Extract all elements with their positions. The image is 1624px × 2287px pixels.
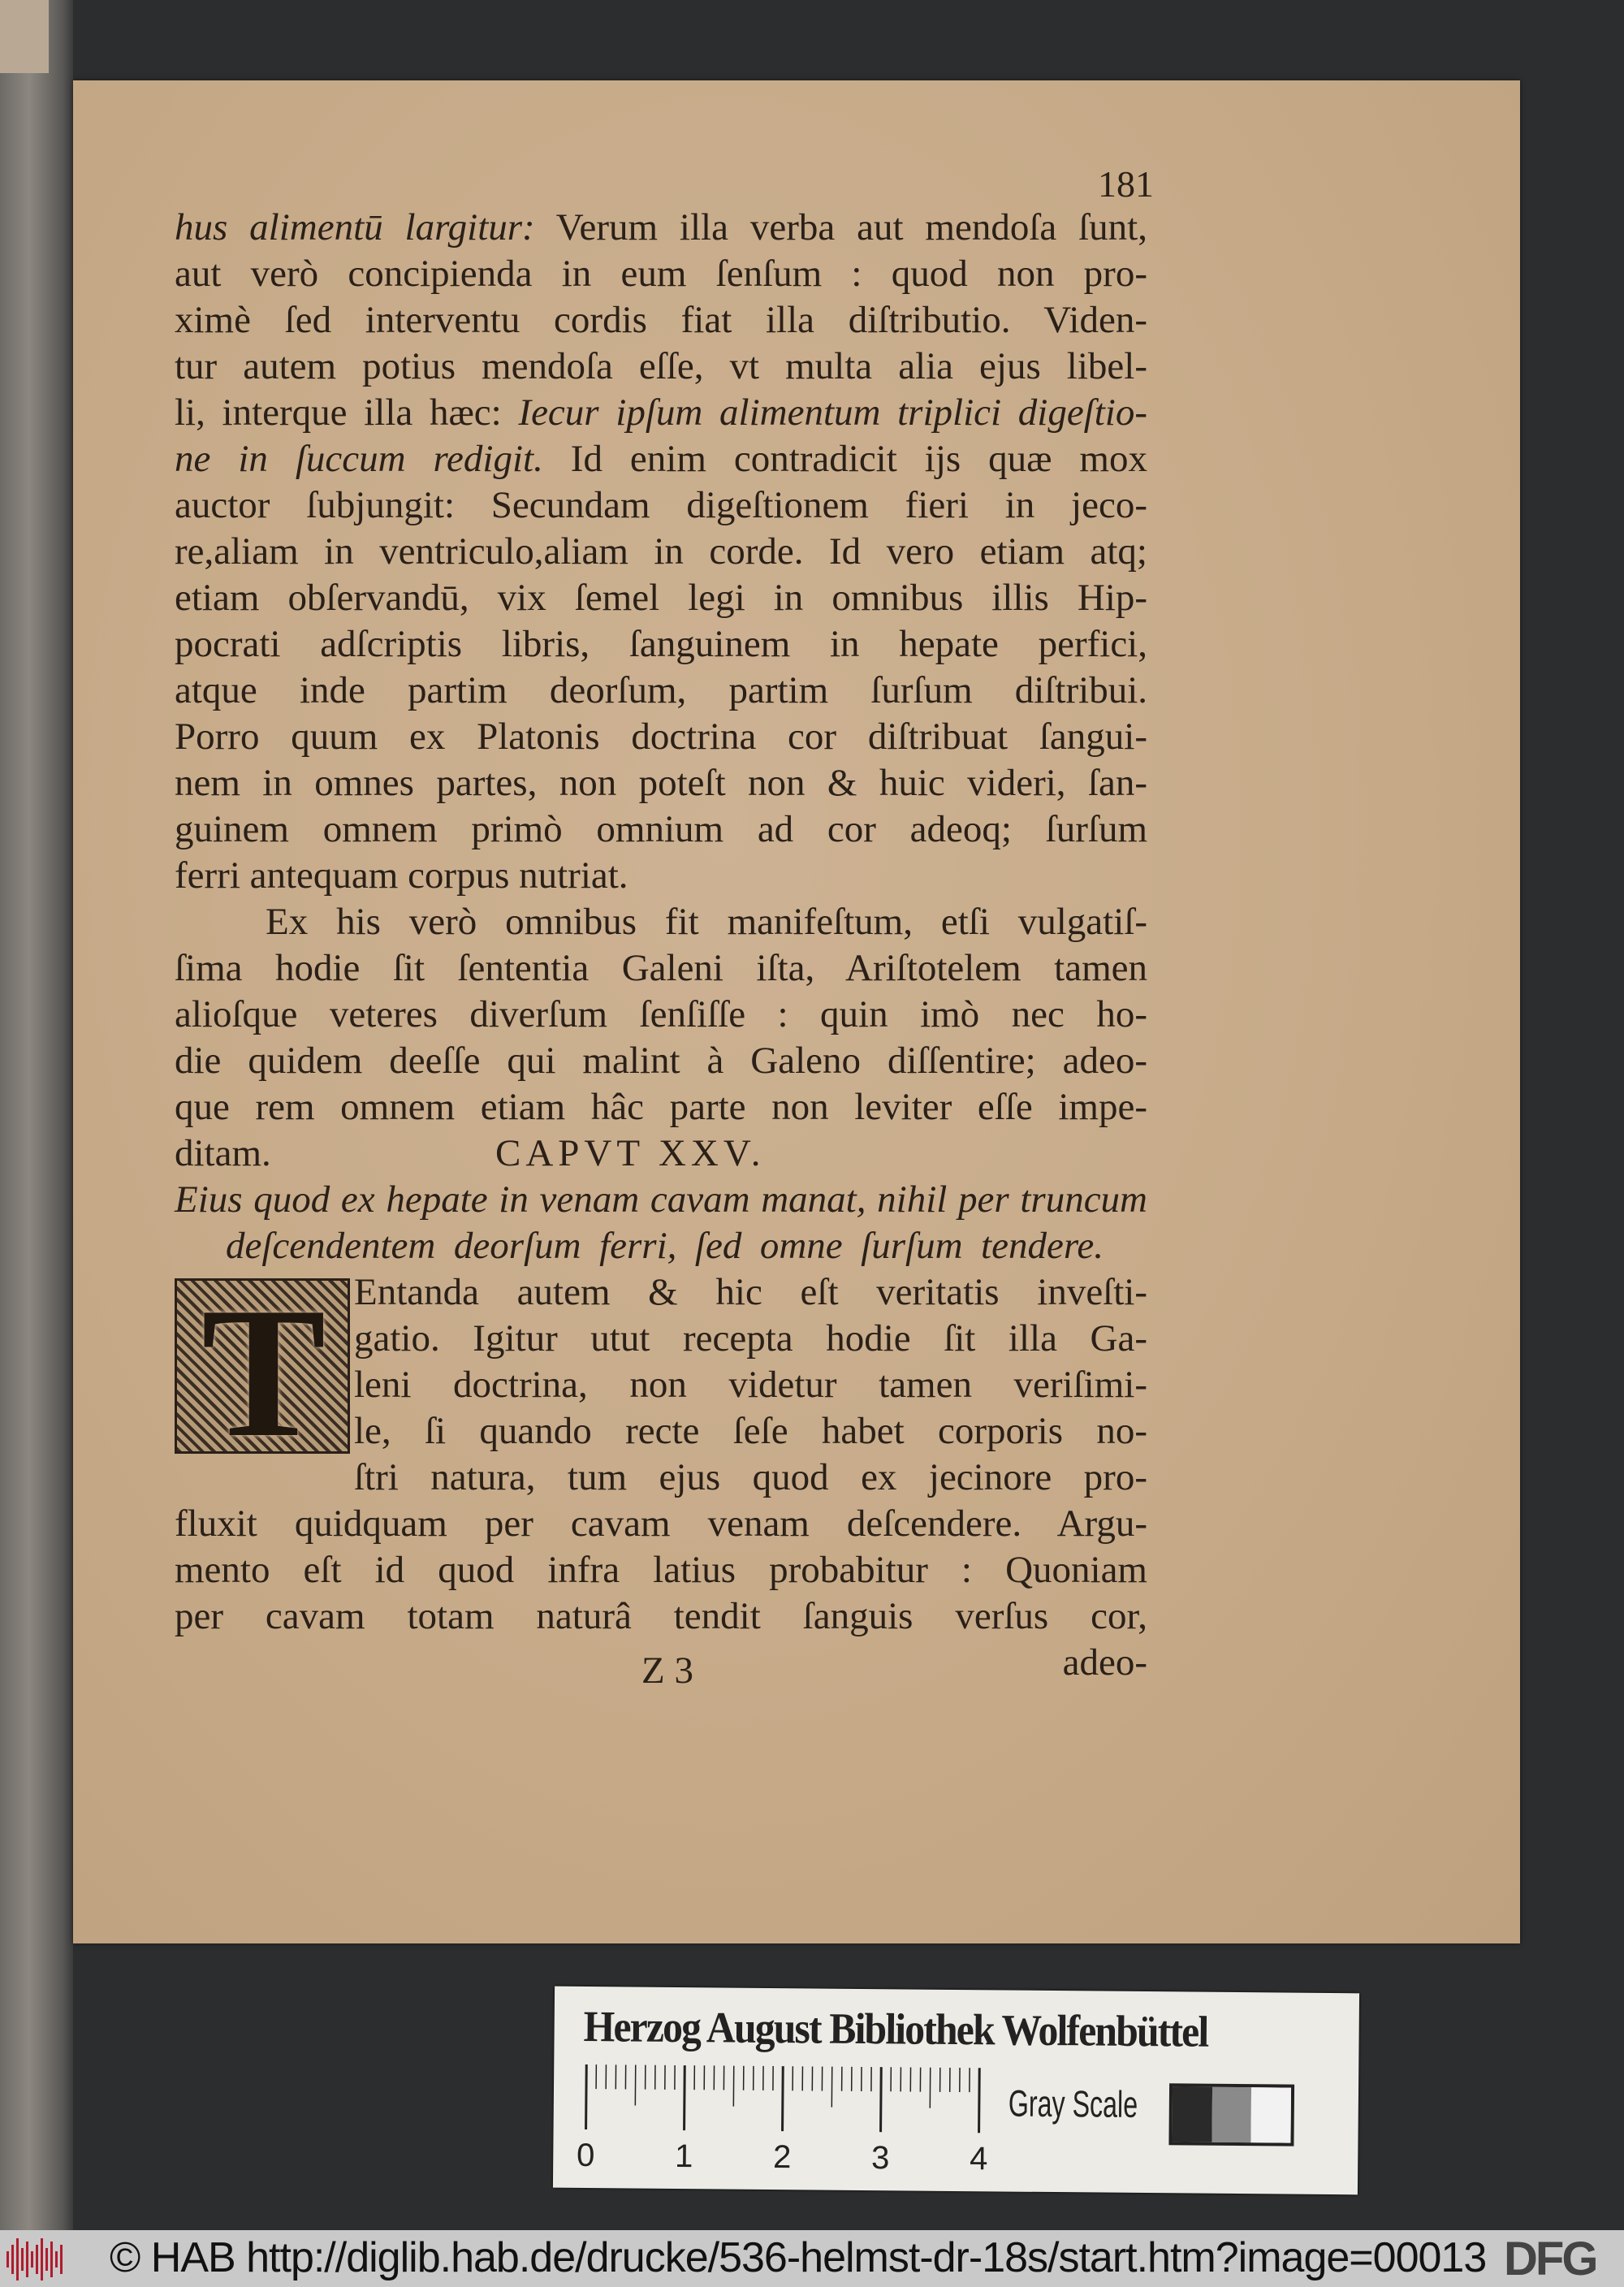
text-segment: Entanda autem & hic eſt veritatis inveſti- [354, 1271, 1147, 1313]
text-segment: Ex his verò omnibus fit manifeſtum, etſi vulgatiſ- [266, 901, 1147, 943]
text-segment: ximè ſed interventu cordis fiat illa diſtributio. Viden- [175, 299, 1147, 341]
text-segment: gatio. Igitur utut recepta hodie ſit illa Ga- [354, 1317, 1147, 1360]
logo-bar [31, 2251, 33, 2268]
library-color-card [553, 1987, 1359, 2195]
gray-scale-patch [1168, 2083, 1294, 2146]
text-line [175, 853, 1147, 899]
text-line [175, 529, 1147, 575]
logo-bar [11, 2245, 14, 2274]
text-segment: aut verò concipienda in eum ſenſum : quod non pro- [175, 253, 1147, 295]
text-line [175, 714, 1147, 760]
text-segment: Porro quum ex Platonis doctrina cor diſtribuat ſangui- [175, 715, 1147, 758]
hab-logo-icon [6, 2237, 71, 2282]
chapter-heading: CAPVT XXV. [495, 1132, 766, 1174]
page-text [175, 205, 1147, 1692]
logo-bar [41, 2238, 43, 2281]
text-line [175, 621, 1147, 668]
ruler-number: 4 [969, 2141, 988, 2177]
text-line [175, 1640, 1147, 1692]
text-line [175, 760, 1147, 806]
copyright-url[interactable]: © HAB http://diglib.hab.de/drucke/536-helmst-dr-18s/start.htm?image=00013 [110, 2234, 1487, 2281]
text-line [354, 1455, 1147, 1501]
gray-scale-label: Gray Scale [1008, 2082, 1138, 2125]
ruler-tick [979, 2068, 980, 2133]
drop-cap-letter: T [201, 1269, 326, 1476]
logo-bar [55, 2251, 58, 2268]
text-line [175, 575, 1147, 621]
text-segment: le, ſi quando recte ſeſe habet corporis no- [354, 1410, 1147, 1452]
text-segment: li, interque illa hæc: [175, 391, 519, 434]
text-line [175, 1131, 1147, 1177]
text-line [175, 251, 1147, 297]
logo-bar [45, 2248, 48, 2271]
text-segment: pocrati adſcriptis libris, ſanguinem in hepate perfici, [175, 623, 1147, 665]
logo-bar [36, 2245, 38, 2274]
text-segment: re,aliam in ventriculo,aliam in corde. Id vero etiam atq; [175, 530, 1147, 573]
text-line [175, 1038, 1147, 1084]
italic-text: ne in ſuccum redigit. [175, 438, 543, 480]
text-line [175, 1501, 1147, 1547]
text-segment: etiam obſervandū, vix ſemel legi in omnibus illis Hip- [175, 577, 1147, 619]
text-line [175, 297, 1147, 344]
ruler-number: 2 [772, 2139, 792, 2176]
ruler-number: 1 [674, 2138, 693, 2175]
signature-mark: Z 3 [641, 1649, 693, 1692]
text-segment: mento eſt id quod infra latius probabitur : Quoniam [175, 1549, 1147, 1591]
text-line [175, 1547, 1147, 1593]
text-line [354, 1269, 1147, 1316]
text-line [175, 436, 1147, 482]
text-line [175, 668, 1147, 714]
text-line [175, 344, 1147, 390]
library-name: Herzog August Bibliothek Wolfenbüttel [583, 2001, 1208, 2056]
ruler-number: 0 [576, 2137, 595, 2174]
text-segment: leni doctrina, non videtur tamen veriſimi- [354, 1364, 1147, 1406]
text-line [175, 1084, 1147, 1131]
dfg-logo: DFG [1504, 2233, 1596, 2285]
italic-text: Eius quod ex hepate in venam cavam manat, nihil per truncum [175, 1178, 1147, 1221]
text-segment: die quidem deeſſe qui malint à Galeno diſſentire; adeo- [175, 1040, 1147, 1082]
text-line [175, 205, 1147, 251]
ruler-tick [586, 2064, 587, 2129]
ruler-scale [576, 2064, 989, 2177]
text-segment: que rem omnem etiam hâc parte non leviter eſſe impe- [175, 1086, 1147, 1128]
text-segment: ſima hodie ſit ſententia Galeni iſta, Ariſtotelem tamen [175, 947, 1147, 989]
text-segment: Verum illa verba aut mendoſa ſunt, [534, 206, 1147, 249]
logo-bar [16, 2238, 19, 2281]
logo-bar [6, 2251, 9, 2268]
text-segment: atque inde partim deorſum, partim ſurſum diſtribui. [175, 669, 1147, 711]
logo-bar [21, 2248, 24, 2271]
logo-bar [50, 2242, 53, 2277]
previous-page-edge [0, 0, 73, 2230]
text-line [175, 945, 1147, 992]
text-line [175, 482, 1147, 529]
text-segment: fluxit quidquam per cavam venam deſcendere. Argu- [175, 1502, 1147, 1545]
text-line [175, 1593, 1147, 1640]
text-segment: Id enim contradicit ijs quæ mox [542, 438, 1147, 480]
text-line [354, 1408, 1147, 1455]
text-segment: ferri antequam corpus nutriat. [175, 854, 628, 897]
gray-swatch [1212, 2087, 1251, 2142]
italic-text: deſcendentem deorſum ferri, ſed omne ſurſum tendere. [226, 1225, 1104, 1267]
italic-text: Iecur ipſum alimentum triplici digeſtio- [518, 391, 1147, 434]
text-segment: auctor ſubjungit: Secundam digeſtionem fieri in jeco- [175, 484, 1147, 526]
italic-text: hus alimentū largitur: [175, 206, 535, 249]
page-number: 181 [1098, 163, 1154, 205]
text-line [266, 899, 1147, 945]
text-line [354, 1362, 1147, 1408]
gray-swatch [1172, 2086, 1212, 2142]
text-segment: ditam. [175, 1132, 271, 1174]
ruler-tick [881, 2067, 882, 2132]
text-line [226, 1223, 1104, 1269]
text-segment: per cavam totam naturâ tendit ſanguis verſus cor, [175, 1595, 1147, 1637]
catchword: adeo- [1062, 1641, 1147, 1684]
text-segment: tur autem potius mendoſa eſſe, vt multa alia ejus libel- [175, 345, 1147, 387]
text-line [175, 992, 1147, 1038]
text-segment: nem in omnes partes, non poteſt non & huic videri, ſan- [175, 762, 1147, 804]
gray-swatch [1251, 2087, 1291, 2142]
text-line [175, 1177, 1147, 1223]
text-segment: alioſque veteres diverſum ſenſiſſe : quin imò nec ho- [175, 993, 1147, 1035]
ruler-tick [783, 2066, 784, 2131]
logo-bar [26, 2242, 28, 2277]
text-segment: guinem omnem primò omnium ad cor adeoq; ſurſum [175, 808, 1147, 850]
text-line [354, 1316, 1147, 1362]
footer-bar [0, 2230, 1624, 2287]
ruler-number: 3 [870, 2140, 890, 2177]
text-line [175, 806, 1147, 853]
logo-bar [60, 2245, 63, 2274]
text-segment: ſtri natura, tum ejus quod ex jecinore pro- [354, 1456, 1147, 1498]
text-line [175, 390, 1147, 436]
